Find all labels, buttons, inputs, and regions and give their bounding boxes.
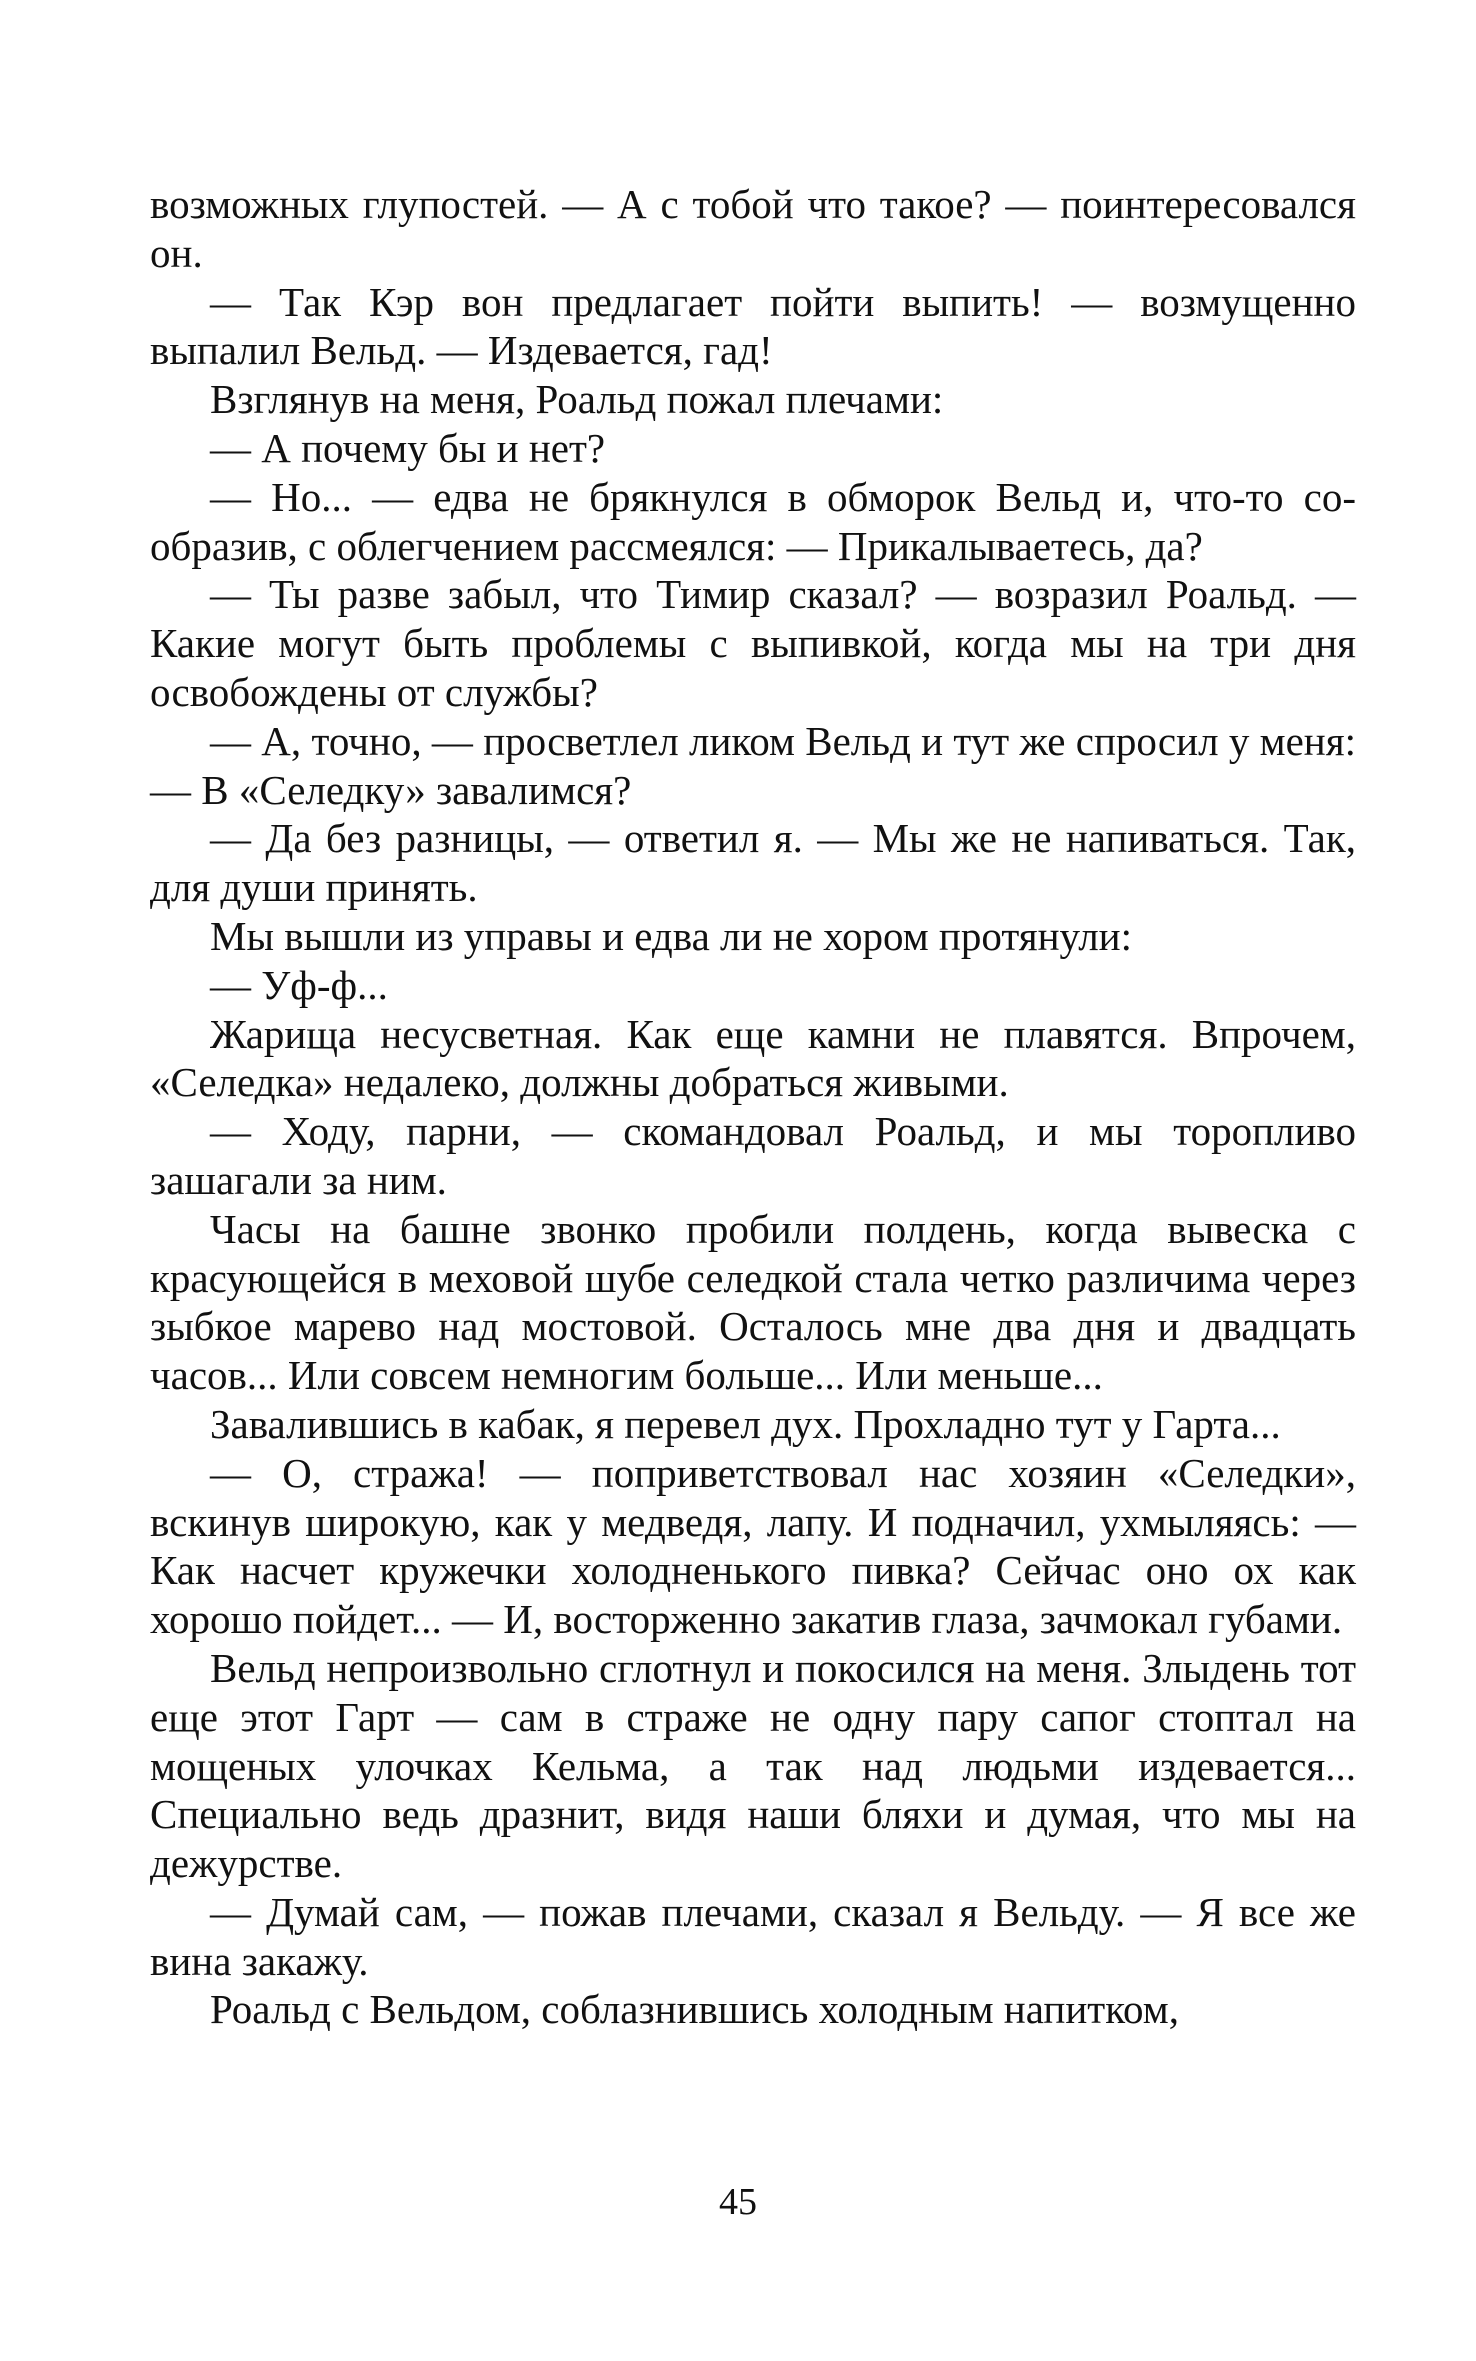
page-number: 45 — [719, 2181, 757, 2223]
paragraph: Жарища несусветная. Как еще камни не плавятся. Впрочем, «Селедка» недалеко, должны добраться живыми. — [150, 1010, 1356, 1106]
paragraph: Роальд с Вельдом, соблазнившись холодным напитком, — [210, 1986, 1179, 2033]
paragraph: — Ходу, парни, — скомандовал Роальд, и мы торопливо зашагали за ним. — [150, 1108, 1356, 1203]
paragraph: — А почему бы и нет? — [210, 424, 606, 471]
paragraph: Взглянув на меня, Роальд пожал плечами: — [210, 376, 944, 423]
paragraph: — Уф-ф... — [210, 961, 388, 1008]
paragraph: Мы вышли из управы и едва ли не хором протянули: — [210, 912, 1132, 959]
paragraph: Завалившись в кабак, я перевел дух. Прохладно тут у Гарта... — [210, 1400, 1281, 1447]
paragraph: — Ты разве забыл, что Тимир сказал? — возразил Роальд. — Какие могут быть проблемы с выпивкой, когда мы на три дня освобождены от службы? — [150, 571, 1356, 715]
paragraph: — Но... — едва не брякнулся в обморок Вельд и, что-то сообразив, с облегчением рассмеялся: — Прикалываетесь, да? — [150, 473, 1356, 569]
page-text-body — [150, 180, 1356, 2034]
paragraph: Вельд непроизвольно сглотнул и покосился на меня. Злыдень тот еще этот Гарт — сам в страже не одну пару сапог стоптал на мощеных улочках Кельма, а так над людьми издевается... Специально ведь дразнит, видя наши бляхи и думая, что мы на дежурстве. — [150, 1644, 1356, 1887]
paragraph: — О, стража! — поприветствовал нас хозяин «Селедки», вскинув широкую, как у медведя, лапу. И подначил, ухмыляясь: — Как насчет кружечки холодненького пивка? Сейчас оно ох как хорошо пойдет... — И, восторженно закатив глаза, зачмокал губами. — [150, 1449, 1356, 1643]
paragraph: — Да без разницы, — ответил я. — Мы же не напиваться. Так, для души принять. — [150, 815, 1356, 911]
paragraph: возможных глупостей. — А с тобой что такое? — поинтересовался он. — [150, 181, 1356, 276]
paragraph: Часы на башне звонко пробили полдень, когда вывеска с красующейся в меховой шубе селедкой стала четко различима через зыбкое марево над мостовой. Осталось мне два дня и двадцать часов... Или совсем немногим больше... Или меньше... — [150, 1205, 1356, 1399]
paragraph: — Думай сам, — пожав плечами, сказал я Вельду. — Я все же вина закажу. — [150, 1888, 1356, 1984]
paragraph: — Так Кэр вон предлагает пойти выпить! — возмущенно выпалил Вельд. — Издевается, гад! — [150, 278, 1356, 374]
paragraph: — А, точно, — просветлел ликом Вельд и тут же спросил у меня: — В «Селедку» завалимся? — [150, 717, 1356, 813]
